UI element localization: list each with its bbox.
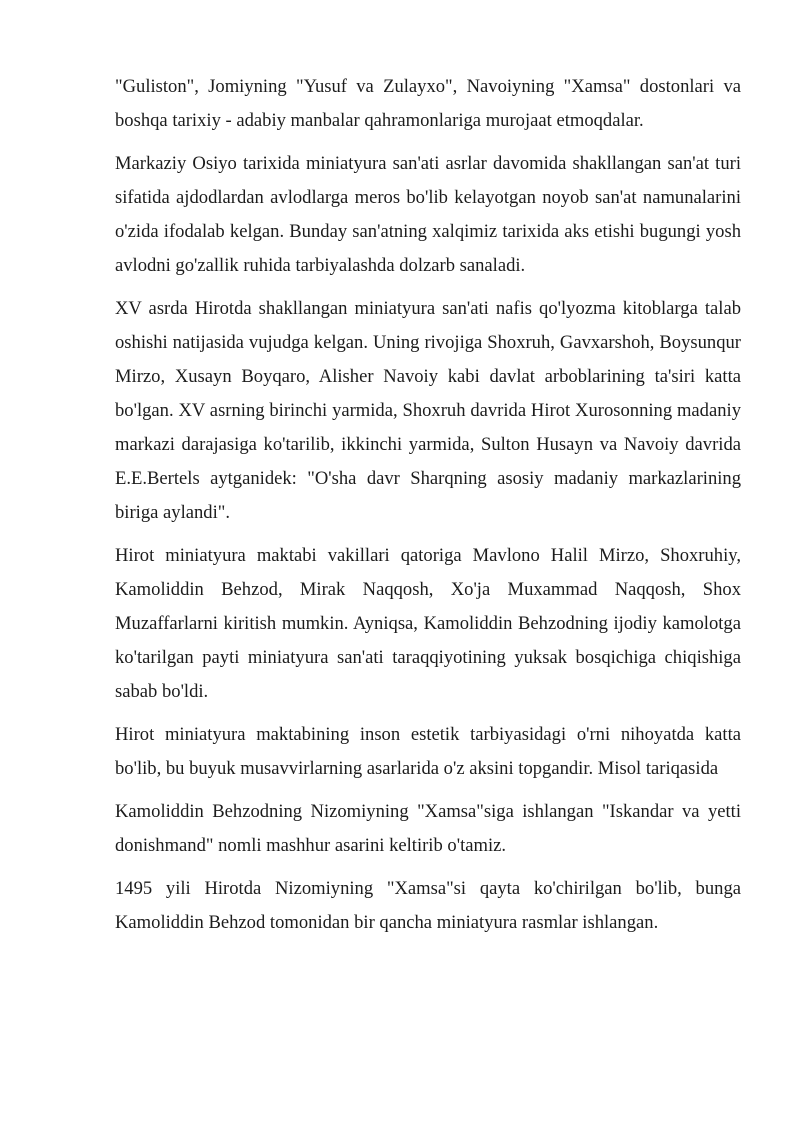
document-page [115,70,741,949]
paragraph-7: 1495 yili Hirotda Nizomiyning "Xamsa"si qayta ko'chirilgan bo'lib, bunga Kamoliddin Behzod tomonidan bir qancha miniatyura rasmlar ishlangan. [115,878,741,933]
paragraph-6: Kamoliddin Behzodning Nizomiyning "Xamsa"siga ishlangan "Iskandar va yetti donishmand" nomli mashhur asarini keltirib o'tamiz. [115,801,741,856]
paragraph-4: Hirot miniatyura maktabi vakillari qatoriga Mavlono Halil Mirzo, Shoxruhiy, Kamoliddin Behzod, Mirak Naqqosh, Xo'ja Muxammad Naqqosh, Shox Muzaffarlarni kiritish mumkin. Ayniqsa, Kamoliddin Behzodning ijodiy kamolotga ko'tarilgan payti miniatyura san'ati taraqqiyotining yuksak bosqichiga chiqishiga sabab bo'ldi. [115,545,741,702]
paragraph-5: Hirot miniatyura maktabining inson estetik tarbiyasidagi o'rni nihoyatda katta bo'lib, bu buyuk musavvirlarning asarlarida o'z aksini topgandir. Misol tariqasida [115,724,741,779]
paragraph-2: Markaziy Osiyo tarixida miniatyura san'ati asrlar davomida shakllangan san'at turi sifatida ajdodlardan avlodlarga meros bo'lib kelayotgan noyob san'at namunalarini o'zida ifodalab kelgan. Bunday san'atning xalqimiz tarixida aks etishi bugungi yosh avlodni go'zallik ruhida tarbiyalashda dolzarb sanaladi. [115,153,741,276]
paragraph-3: XV asrda Hirotda shakllangan miniatyura san'ati nafis qo'lyozma kitoblarga talab oshishi natijasida vujudga kelgan. Uning rivojiga Shoxruh, Gavxarshoh, Boysunqur Mirzo, Xusayn Boyqaro, Alisher Navoiy kabi davlat arboblarining ta'siri katta bo'lgan. XV asrning birinchi yarmida, Shoxruh davrida Hirot Xurosonning madaniy markazi darajasiga ko'tarilib, ikkinchi yarmida, Sulton Husayn va Navoiy davrida E.E.Bertels aytganidek: "O'sha davr Sharqning asosiy madaniy markazlarining biriga aylandi". [115,298,741,523]
paragraph-1: "Guliston", Jomiyning "Yusuf va Zulayxo", Navoiyning "Xamsa" dostonlari va boshqa tarixiy - adabiy manbalar qahramonlariga murojaat etmoqdalar. [115,76,741,131]
